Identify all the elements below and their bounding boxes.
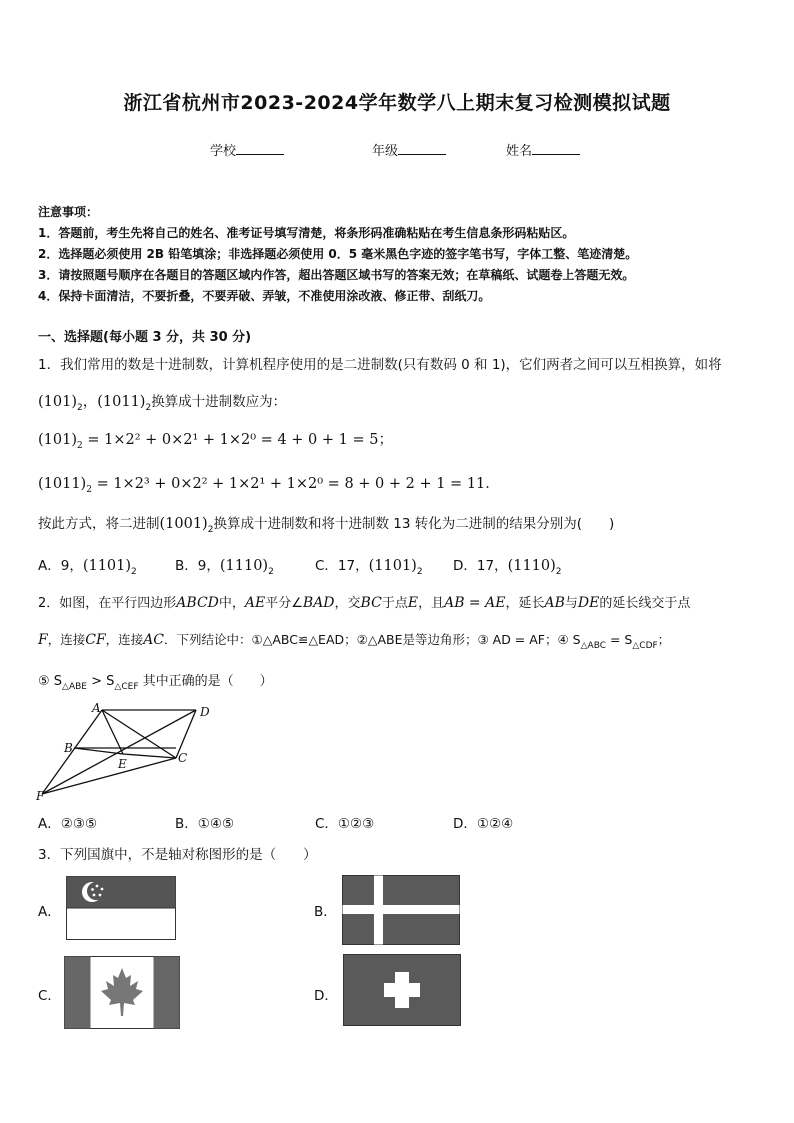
name-blank[interactable] [532, 142, 580, 155]
q1-binary-101: (101) [38, 394, 77, 410]
q2-math: CF [85, 632, 106, 648]
opt-label: A．9， [38, 558, 83, 574]
q2-option-d[interactable]: D．①②④ [453, 816, 514, 832]
q2-text: 与 [564, 596, 578, 611]
flag-swiss-cross-option-d[interactable] [343, 954, 461, 1026]
q2-line1 [38, 592, 690, 611]
base-subscript: 2 [86, 485, 92, 495]
base-subscript: 2 [77, 403, 83, 413]
eq1-lhs: (101) [38, 432, 77, 448]
q3-text: 3．下列国旗中，不是轴对称图形的是（ ） [38, 847, 317, 863]
q2-option-c[interactable]: C．①②③ [315, 816, 375, 832]
label-b: B [64, 741, 73, 755]
opt-label: C．17， [315, 558, 369, 574]
q2-math: E [407, 595, 419, 611]
base-subscript: 2 [207, 525, 214, 535]
notes-header: 注意事项： [38, 205, 99, 219]
grade-field[interactable] [372, 140, 446, 159]
q2-text: 的延长线交于点 [599, 596, 691, 611]
q2-math: AB [544, 595, 565, 611]
segment-cf [42, 758, 176, 794]
name-field[interactable] [506, 140, 580, 159]
q1-line2 [38, 390, 286, 413]
q1-option-a[interactable] [38, 554, 137, 577]
area-subscript: △CDF [632, 641, 658, 651]
q2-line2 [38, 630, 670, 651]
school-label: 学校 [210, 144, 237, 159]
q2-option-b[interactable]: B．①④⑤ [175, 816, 235, 832]
q1-equation-1 [38, 428, 393, 451]
opt-label: B．9， [175, 558, 220, 574]
q2-text: ，交 [334, 596, 361, 611]
q1-binary-1001: (1001) [159, 516, 208, 532]
q2-math: BC [360, 595, 382, 611]
q2-text: ，延长 [505, 596, 545, 611]
q2-math: BAD [302, 595, 335, 611]
q1-line5-c: 换算成十进制数和将十进制数 13 转化为二进制的结果分别为( ) [213, 516, 615, 532]
segment-ec [123, 754, 176, 758]
label-f: F [36, 789, 45, 803]
name-label: 姓名 [506, 144, 533, 159]
note-item-1: 1．答题前，考生先将自己的姓名、准考证号填写清楚，将条形码准确粘贴在考生信息条形码粘贴区。 [38, 226, 575, 240]
q1-line2-text: 换算成十进制数应为： [151, 394, 287, 410]
q2-text: ； [657, 632, 671, 647]
cross-horizontal-bar [384, 983, 420, 997]
label-d: D [200, 705, 210, 719]
q1-line5-a: 按此方式，将二进制 [38, 516, 160, 532]
q2-math: ABCD [176, 595, 219, 611]
grade-label: 年级 [372, 144, 399, 159]
q3-option-c-label: C． [38, 988, 61, 1004]
q2-text: ⑤ S [38, 674, 63, 689]
school-field[interactable] [210, 140, 284, 159]
flag-singapore-option-a[interactable] [66, 876, 176, 940]
school-blank[interactable] [236, 142, 284, 155]
label-e: E [118, 757, 127, 771]
q2-math: DE [577, 595, 600, 611]
base-subscript: 2 [268, 567, 274, 577]
q1-binary-1011: ，(1011) [82, 394, 146, 410]
page-title: 浙江省杭州市2023-2024学年数学八上期末复习检测模拟试题 [123, 92, 671, 114]
notes-section [38, 202, 758, 307]
eq2-rhs: = 1×2³ + 0×2² + 1×2¹ + 1×2⁰ = 8 + 0 + 2 + 1 = 11． [96, 476, 500, 492]
q3-option-a-label: A． [38, 904, 61, 920]
section-header: 一、选择题(每小题 3 分，共 30 分) [38, 330, 252, 345]
q2-text: > S [87, 674, 115, 689]
opt-value: (1101) [82, 558, 132, 574]
eq1-rhs: = 1×2² + 0×2¹ + 1×2⁰ = 4 + 0 + 1 = 5； [87, 432, 393, 448]
flag-right-band [154, 957, 180, 1029]
crescent-cutout [87, 882, 105, 900]
q2-text: = S [606, 632, 633, 647]
q3-option-d-label: D． [314, 988, 338, 1004]
base-subscript: 2 [145, 403, 152, 413]
base-subscript: 2 [77, 441, 83, 451]
note-item-2: 2．选择题必须使用 2B 铅笔填涂；非选择题必须使用 0．5 毫米黑色字迹的签字笔书写，字体工整、笔迹清楚。 [38, 247, 638, 261]
q3-option-b-label: B． [314, 904, 337, 920]
q2-text: ，连接 [105, 632, 144, 647]
q1-line1: 1．我们常用的数是十进制数，计算机程序使用的是二进制数(只有数码 0 和 1)，它们两者之间可以互相换算，如将 [38, 357, 722, 373]
flag-left-band [65, 957, 91, 1029]
note-item-3: 3．请按照题号顺序在各题目的答题区域内作答，超出答题区域书写的答案无效；在草稿纸、试题卷上答题无效。 [38, 268, 635, 282]
q1-option-c[interactable] [315, 554, 423, 577]
q2-text: ，且 [418, 596, 445, 611]
label-a: A [92, 701, 101, 715]
cross-horizontal-bar [343, 905, 460, 914]
q2-math: AE [244, 595, 266, 611]
flag-nordic-cross-option-b[interactable] [342, 875, 460, 945]
area-subscript: △ABC [580, 641, 606, 651]
grade-blank[interactable] [398, 142, 446, 155]
q1-option-b[interactable] [175, 554, 274, 577]
eq2-lhs: (1011) [38, 476, 87, 492]
parallelogram-figure [36, 700, 216, 805]
q2-line3 [38, 670, 273, 692]
q2-conclusions: ．下列结论中：①△ABC≌△EAD；②△ABE是等边角形；③ AD = AF；④ S [164, 632, 581, 647]
q2-text: 中， [218, 596, 245, 611]
q2-text: 其中正确的是（ ） [138, 674, 273, 689]
base-subscript: 2 [555, 567, 562, 577]
q1-option-d[interactable] [453, 554, 562, 577]
q2-math: AB = AE [444, 595, 506, 611]
q2-text: ，连接 [47, 632, 86, 647]
q1-line5 [38, 512, 614, 535]
area-subscript: △ABE [62, 682, 87, 692]
base-subscript: 2 [131, 567, 137, 577]
area-subscript: △CEF [114, 682, 139, 692]
opt-label: D．17， [453, 558, 508, 574]
q2-text: 于点 [381, 596, 408, 611]
q2-text: 平分∠ [265, 596, 303, 611]
base-subscript: 2 [416, 567, 423, 577]
opt-value: (1110) [507, 558, 556, 574]
q2-option-a[interactable]: A．②③⑤ [38, 816, 98, 832]
q2-math: F [38, 632, 48, 648]
segment-be [74, 748, 123, 754]
flag-maple-leaf-option-c[interactable] [64, 956, 180, 1029]
q1-equation-2 [38, 472, 500, 495]
note-item-4: 4．保持卡面清洁，不要折叠，不要弄破、弄皱，不准使用涂改液、修正带、刮纸刀。 [38, 289, 491, 303]
opt-value: (1110) [219, 558, 269, 574]
label-c: C [178, 751, 188, 765]
opt-value: (1101) [368, 558, 417, 574]
q2-text: 2．如图，在平行四边形 [38, 596, 177, 611]
q2-math: AC [143, 632, 165, 648]
